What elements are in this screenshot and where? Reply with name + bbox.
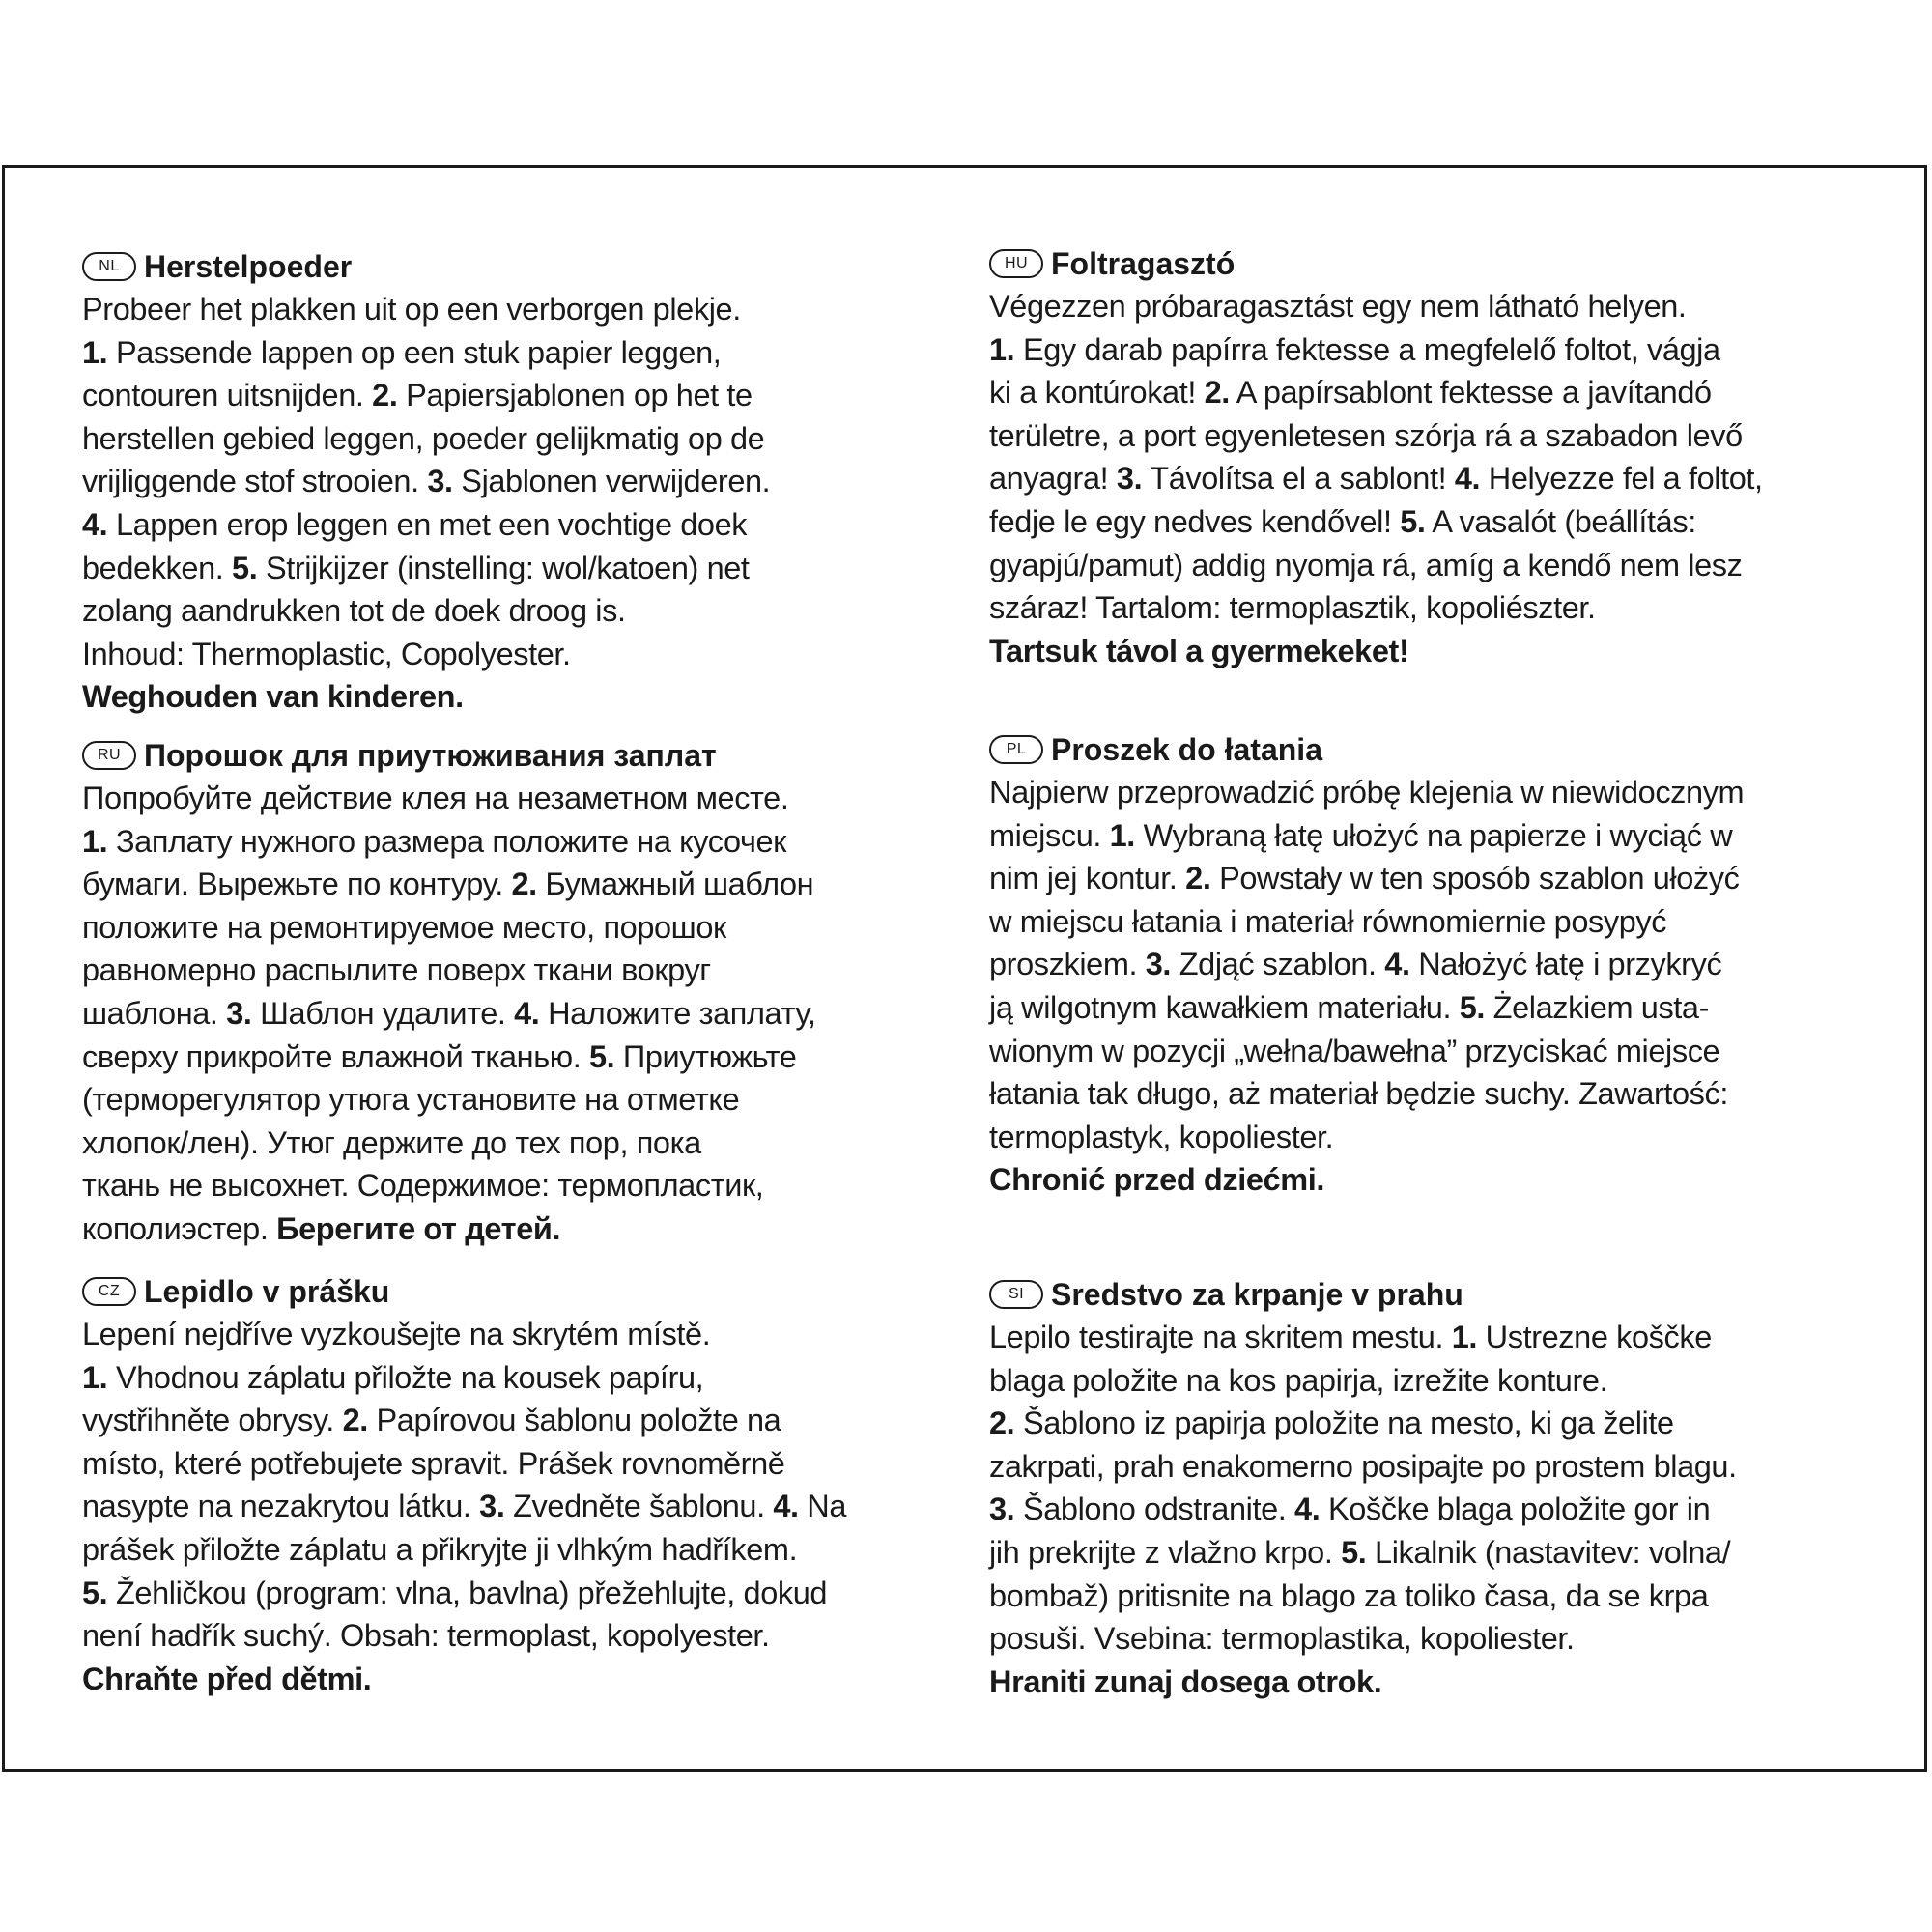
section-title: Порошок для приутюживания заплат — [144, 738, 717, 773]
label-frame — [2, 165, 1927, 1772]
text-line: кополиэстер. Берегите от детей. — [82, 1210, 561, 1246]
text-line: bedekken. 5. Strijkijzer (instelling: wol/katoen) net — [82, 550, 750, 585]
section-pl — [989, 728, 1897, 1202]
text-line: není hadřík suchý. Obsah: termoplast, kopolyester. — [82, 1618, 770, 1654]
warning-text: Weghouden van kinderen. — [82, 679, 464, 715]
section-heading — [989, 242, 1897, 285]
text-line: vrijliggende stof strooien. 3. Sjablonen verwijderen. — [82, 464, 771, 499]
section-title: Foltragasztó — [1051, 246, 1236, 281]
text-line: zolang aandrukken tot de doek droog is. — [82, 593, 626, 629]
text-line: хлопок/лен). Утюг держите до тех пор, пока — [82, 1124, 701, 1160]
text-line: Najpierw przeprowadzić próbę klejenia w niewidocznym — [989, 775, 1745, 810]
text-line: 1. Vhodnou záplatu přiložte na kousek papíru, — [82, 1359, 704, 1395]
text-line: равномерно распылите поверх ткани вокруг — [82, 952, 711, 988]
text-line: ткань не высохнет. Содержимое: термопластик, — [82, 1168, 764, 1204]
text-line: zakrpati, prah enakomerno posipajte po prostem blagu. — [989, 1448, 1737, 1484]
language-badge-ru: RU — [82, 741, 136, 770]
section-heading — [82, 734, 990, 777]
text-line: anyagra! 3. Távolítsa el a sablont! 4. Helyezze fel a foltot, — [989, 461, 1763, 497]
text-line: положите на ремонтируемое место, порошок — [82, 909, 726, 945]
text-line: száraz! Tartalom: termoplasztik, kopoliészter. — [989, 590, 1596, 626]
section-heading — [82, 245, 990, 288]
warning-text: Chronić przed dziećmi. — [989, 1162, 1324, 1198]
section-body — [82, 1313, 990, 1658]
section-cz — [82, 1270, 990, 1700]
section-body — [82, 777, 990, 1251]
text-line: posuši. Vsebina: termoplastika, kopoliester. — [989, 1621, 1575, 1657]
text-line: шаблона. 3. Шаблон удалите. 4. Наложите заплату, — [82, 995, 816, 1031]
warning-text: Chraňte před dětmi. — [82, 1661, 372, 1696]
section-title: Lepidlo v prášku — [144, 1274, 390, 1309]
text-line: łatania tak długo, aż materiał będzie suchy. Zawartość: — [989, 1076, 1729, 1112]
text-line: fedje le egy nedves kendővel! 5. A vasalót (beállítás: — [989, 503, 1696, 539]
text-line: vystřihněte obrysy. 2. Papírovou šablonu položte na — [82, 1403, 781, 1438]
section-hu — [989, 242, 1897, 672]
text-line: bombaž) pritisnite na blago za toliko časa, da se krpa — [989, 1577, 1709, 1613]
warning-text: Hraniti zunaj dosega otrok. — [989, 1663, 1382, 1699]
section-si — [989, 1273, 1897, 1703]
text-line: w miejscu łatania i materiał równomiernie posypyć — [989, 903, 1667, 939]
text-line: Lepilo testirajte na skritem mestu. 1. Ustrezne koščke — [989, 1320, 1712, 1354]
text-line: miejscu. 1. Wybraną łatę ułożyć na papierze i wyciąć w — [989, 817, 1733, 853]
section-body — [82, 288, 990, 675]
section-title: Herstelpoeder — [144, 249, 353, 284]
text-line: 5. Žehličkou (program: vlna, bavlna) přežehlujte, dokud — [82, 1575, 828, 1610]
text-line: prášek přiložte záplatu a přikryjte ji vlhkým hadříkem. — [82, 1531, 798, 1567]
section-heading — [989, 1273, 1897, 1316]
language-badge-cz: CZ — [82, 1277, 136, 1306]
text-line: gyapjú/pamut) addig nyomja rá, amíg a kendő nem lesz — [989, 547, 1743, 582]
text-line: nim jej kontur. 2. Powstały w ten sposób szablon ułożyć — [989, 861, 1740, 896]
text-line: místo, které potřebujete spravit. Prášek rovnoměrně — [82, 1445, 785, 1481]
text-line: nasypte na nezakrytou látku. 3. Zvedněte šablonu. 4. Na — [82, 1489, 847, 1524]
text-line: herstellen gebied leggen, poeder gelijkmatig op de — [82, 420, 765, 456]
text-line: сверху прикройте влажной тканью. 5. Приутюжьте — [82, 1038, 797, 1074]
text-line: ki a kontúrokat! 2. A papírsablont fektesse a javítandó — [989, 375, 1712, 411]
section-body — [989, 285, 1897, 630]
text-line: 4. Lappen erop leggen en met een vochtige doek — [82, 506, 748, 542]
text-line: Probeer het plakken uit op een verborgen plekje. — [82, 292, 741, 327]
text-line: jih prekrijte z vlažno krpo. 5. Likalnik (nastavitev: volna/ — [989, 1534, 1731, 1570]
section-ru — [82, 734, 990, 1251]
text-line: 1. Egy darab papírra fektesse a megfelelő foltot, vágja — [989, 331, 1720, 367]
text-line: Попробуйте действие клея на незаметном месте. — [82, 781, 789, 815]
text-line: 1. Заплату нужного размера положите на кусочек — [82, 823, 786, 859]
section-body — [989, 1316, 1897, 1661]
text-line: blaga položite na kos papirja, izrežite konture. — [989, 1362, 1608, 1398]
text-line: termoplastyk, kopoliester. — [989, 1119, 1334, 1154]
section-title: Proszek do łatania — [1051, 732, 1322, 767]
language-badge-pl: PL — [989, 735, 1043, 764]
text-line: proszkiem. 3. Zdjąć szablon. 4. Nałożyć łatę i przykryć — [989, 947, 1722, 982]
section-title: Sredstvo za krpanje v prahu — [1051, 1277, 1463, 1312]
section-heading — [989, 728, 1897, 771]
language-badge-nl: NL — [82, 252, 136, 281]
language-badge-si: SI — [989, 1280, 1043, 1309]
section-nl — [82, 245, 990, 719]
language-badge-hu: HU — [989, 249, 1043, 278]
text-line: contouren uitsnijden. 2. Papiersjablonen op het te — [82, 378, 753, 413]
text-line: wionym w pozycji „wełna/bawełna” przyciskać miejsce — [989, 1033, 1720, 1068]
section-heading — [82, 1270, 990, 1313]
text-line: területre, a port egyenletesen szórja rá a szabadon levő — [989, 417, 1743, 453]
warning-text: Tartsuk távol a gyermekeket! — [989, 633, 1409, 668]
section-body — [989, 771, 1897, 1158]
text-line: Lepení nejdříve vyzkoušejte na skrytém místě. — [82, 1317, 711, 1351]
text-line: ją wilgotnym kawałkiem materiału. 5. Żelazkiem usta- — [989, 989, 1710, 1025]
text-line: 1. Passende lappen op een stuk papier leggen, — [82, 334, 722, 370]
text-line: (терморегулятор утюга установите на отметке — [82, 1082, 740, 1118]
text-line: бумаги. Вырежьте по контуру. 2. Бумажный шаблон — [82, 867, 814, 902]
text-line: 2. Šablono iz papirja položite na mesto, ki ga želite — [989, 1406, 1674, 1441]
text-line: Inhoud: Thermoplastic, Copolyester. — [82, 636, 571, 671]
text-line: Végezzen próbaragasztást egy nem látható helyen. — [989, 289, 1687, 324]
text-line: 3. Šablono odstranite. 4. Koščke blaga položite gor in — [989, 1492, 1711, 1527]
